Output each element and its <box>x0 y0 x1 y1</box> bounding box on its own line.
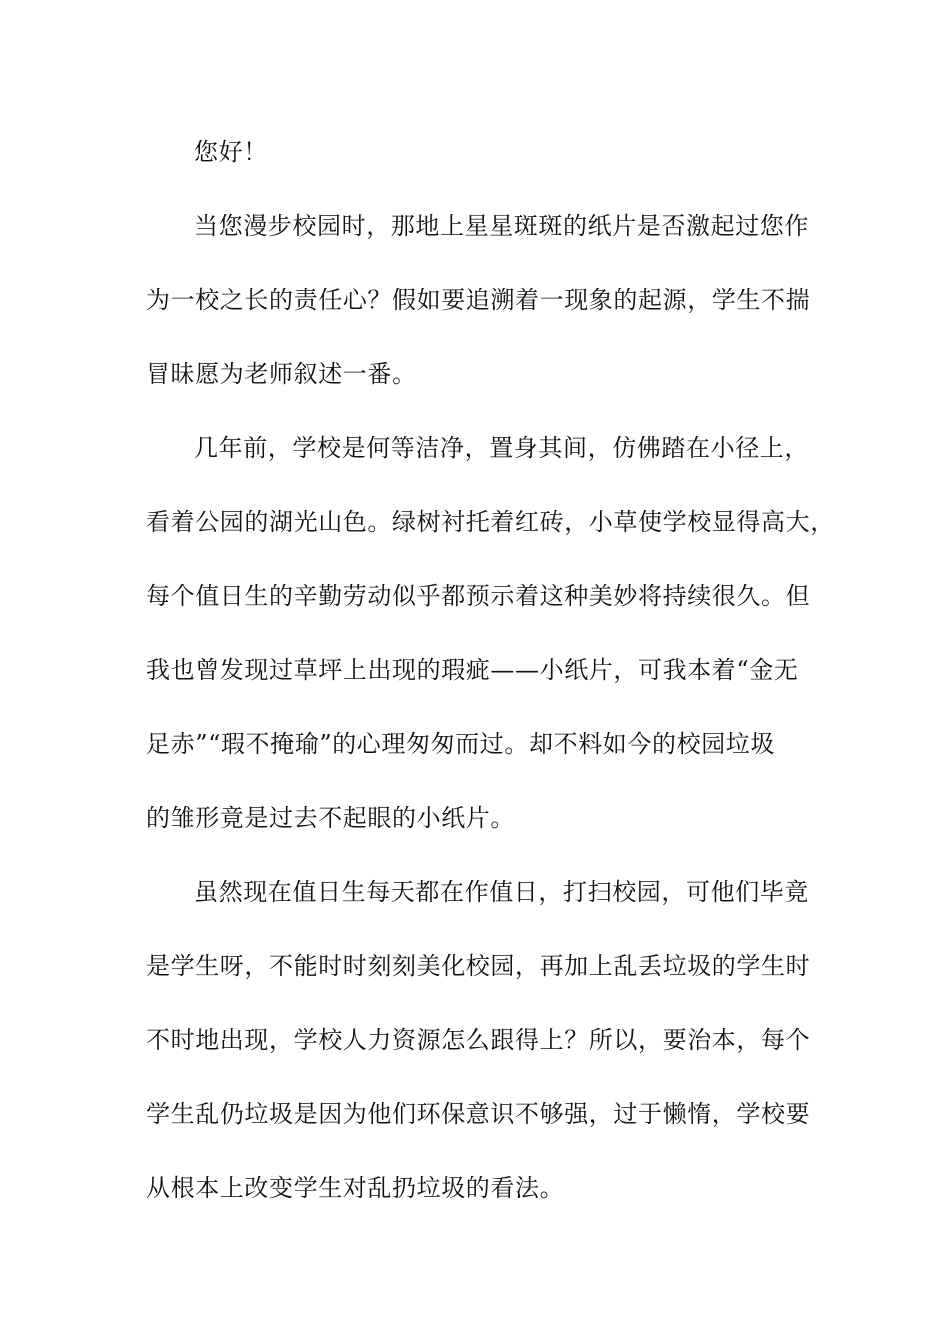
paragraph-2-line-2: 看着公园的湖光山色。绿树衬托着红砖，小草使学校显得高大， <box>146 508 835 536</box>
paragraph-3-line-5: 从根本上改变学生对乱扔垃圾的看法。 <box>146 1174 565 1202</box>
paragraph-2-line-5: 足赤”“瑕不掩瑜”的心理匆匆而过。却不料如今的校园垃圾 <box>146 730 776 758</box>
paragraph-3-line-3: 不时地出现，学校人力资源怎么跟得上？所以，要治本，每个 <box>146 1026 811 1054</box>
paragraph-1-line-1: 当您漫步校园时，那地上星星斑斑的纸片是否激起过您作 <box>194 212 809 240</box>
paragraph-2-line-3: 每个值日生的辛勤劳动似乎都预示着这种美妙将持续很久。但 <box>146 582 811 610</box>
paragraph-3-line-1: 虽然现在值日生每天都在作值日，打扫校园，可他们毕竟 <box>194 878 809 906</box>
paragraph-1-line-3: 冒昧愿为老师叙述一番。 <box>146 360 417 388</box>
paragraph-3-line-4: 学生乱仍垃圾是因为他们环保意识不够强，过于懒惰，学校要 <box>146 1100 811 1128</box>
paragraph-1-line-2: 为一校之长的责任心？假如要追溯着一现象的起源，学生不揣 <box>146 286 811 314</box>
salutation: 您好！ <box>194 138 268 166</box>
paragraph-2-line-6: 的雏形竟是过去不起眼的小纸片。 <box>146 804 515 832</box>
paragraph-2-line-4: 我也曾发现过草坪上出现的瑕疵——小纸片，可我本着“金无 <box>146 656 799 684</box>
paragraph-3-line-2: 是学生呀，不能时时刻刻美化校园，再加上乱丢垃圾的学生时 <box>146 952 811 980</box>
paragraph-2-line-1: 几年前，学校是何等洁净，置身其间，仿佛踏在小径上， <box>194 434 809 462</box>
